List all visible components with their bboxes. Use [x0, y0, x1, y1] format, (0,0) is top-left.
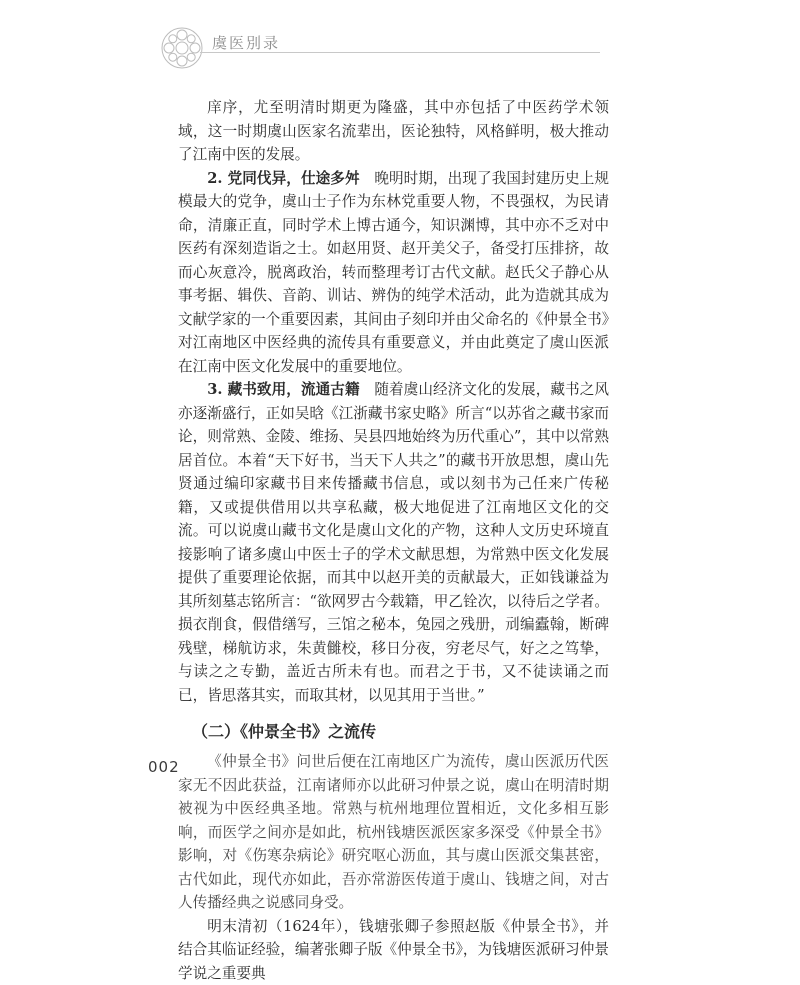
paragraph-text: 随着虞山经济文化的发展，藏书之风亦逐渐盛行，正如吴晗《江浙藏书家史略》所言“以苏省之藏书家而论，则常熟、金陵、维扬、吴县四地始终为历代重心”，其中以常熟居首位。本着“天下好书，当天下人共之”的藏书开放思想，虞山先贤通过编印家藏书目来传播藏书信息，或以刻书为己任来广传秘籍，又或提供借用以共享私藏，极大地促进了江南地区文化的交流。可以说虞山藏书文化是虞山文化的产物，这种人文历史环境直接影响了诸多虞山中医士子的学术文献思想，为常熟中医文化发展提供了重要理论依据，而其中以赵开美的贡献最大，正如钱谦益为其所刻墓志铭所言：“欲网罗古今载籍，甲乙铨次，以待后之学者。损衣削食，假借缮写，三馆之秘本，兔园之残册，刓编蠹翰，断碑残壁，梯航访求，朱黄雠校，移日分夜，穷老尽气，好之之笃挚，与读之之专勤，盖近古所未有也。而君之于书，又不徒读诵之而已，皆思落其实，而取其材，以见其用于当世。” — [178, 381, 609, 704]
running-header — [160, 26, 600, 76]
floral-medallion-icon — [160, 26, 204, 70]
paragraph-text: 晚明时期，出现了我国封建历史上规模最大的党争，虞山士子作为东林党重要人物，不畏强权，为民请命，清廉正直，同时学术上博古通今，知识渊博，其中亦不乏对中医药有深刻造诣之士。如赵用贤、赵开美父子，备受打压排挤，故而心灰意冷，脱离政治，转而整理考订古代文献。赵氏父子静心从事考据、辑佚、音韵、训诂、辨伪的纯学术活动，此为造就其成为文献学家的一个重要因素，其间由子刻印并由父命名的《仲景全书》对江南地区中医经典的流传具有重要意义，并由此奠定了虞山医派在江南中医文化发展中的重要地位。 — [178, 170, 609, 375]
body-paragraph — [178, 167, 609, 379]
body-paragraph — [178, 750, 609, 915]
body-paragraph — [178, 915, 609, 985]
book-title: 虞医別录 — [212, 32, 280, 53]
paragraph-text: 《仲景全书》问世后便在江南地区广为流传，虞山医派历代医家无不因此获益，江南诸师亦以此研习仲景之说，虞山在明清时期被视为中医经典圣地。常熟与杭州地理位置相近，文化多相互影响，而医学之间亦是如此，杭州钱塘医派医家多深受《仲景全书》影响，对《伤寒杂病论》研究呕心沥血，其与虞山医派交集甚密，古代如此，现代亦如此，吾亦常游医传道于虞山、钱塘之间，对古人传播经典之说感同身受。 — [178, 753, 609, 911]
body-paragraph — [178, 378, 609, 707]
paragraph-text: 明末清初（1624年），钱塘张卿子参照赵版《仲景全书》，并结合其临证经验，编著张卿子版《仲景全书》，为钱塘医派研习仲景学说之重要典 — [178, 918, 609, 982]
body-paragraph — [178, 96, 609, 167]
paragraph-lead: 2. 党同伐异，仕途多舛 — [207, 170, 359, 187]
page-number: 002 — [148, 758, 180, 776]
paragraph-lead: 3. 藏书致用，流通古籍 — [207, 381, 359, 398]
page-body — [178, 96, 609, 985]
paragraph-text: 庠序，尤至明清时期更为隆盛，其中亦包括了中医药学术领域，这一时期虞山医家名流辈出，医论独特，风格鲜明，极大推动了江南中医的发展。 — [178, 99, 609, 163]
section-heading: （二）《仲景全书》之流传 — [178, 720, 609, 744]
